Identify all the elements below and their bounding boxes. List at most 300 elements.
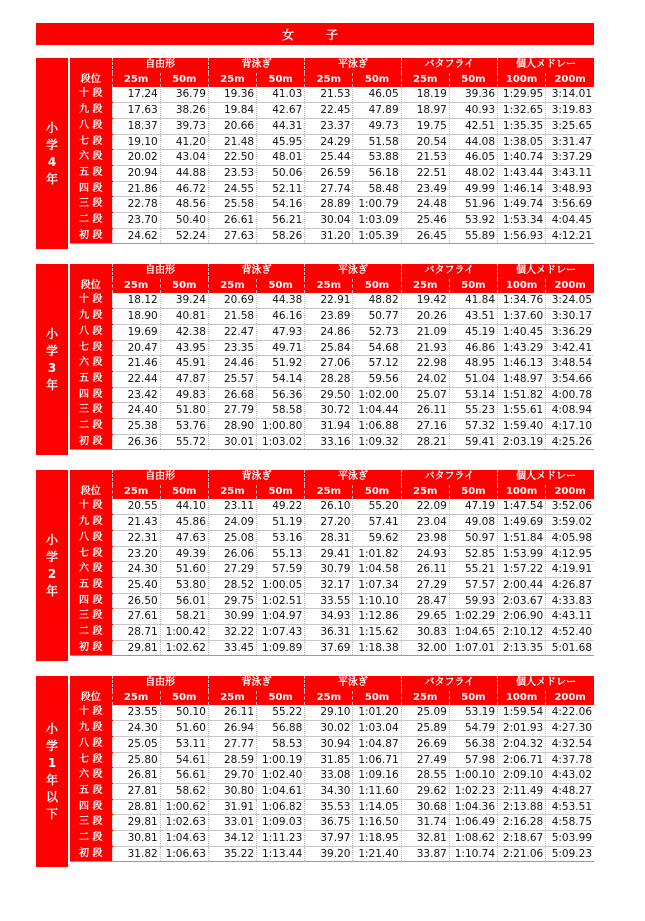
time-cell: 42.38	[160, 324, 208, 340]
time-cell: 20.66	[208, 118, 256, 134]
time-cell: 19.84	[208, 103, 256, 119]
stroke-header: 平泳ぎ	[305, 676, 401, 691]
time-cell: 54.68	[353, 340, 401, 356]
distance-header: 200m	[546, 691, 594, 706]
time-cell: 59.41	[449, 434, 497, 450]
header-blank	[70, 58, 112, 73]
time-cell: 20.54	[401, 134, 449, 150]
time-cell: 25.80	[112, 752, 160, 768]
rank-cell: 九 段	[70, 103, 112, 119]
stroke-header: 自由形	[112, 58, 208, 73]
time-cell: 28.59	[208, 752, 256, 768]
grade-label-char: 年	[45, 171, 58, 186]
time-cell: 21.46	[112, 356, 160, 372]
time-cell: 1:59.54	[498, 705, 546, 720]
table-row	[70, 371, 594, 387]
time-cell: 1:37.60	[498, 309, 546, 325]
time-cell: 3:25.65	[546, 118, 594, 134]
time-cell: 21.09	[401, 324, 449, 340]
stroke-header: 背泳ぎ	[208, 58, 304, 73]
time-cell: 2:13.35	[498, 640, 546, 656]
time-cell: 2:16.28	[498, 815, 546, 831]
time-cell: 28.28	[305, 371, 353, 387]
time-cell: 46.16	[257, 309, 305, 325]
time-cell: 1:40.74	[498, 150, 546, 166]
time-cell: 42.67	[257, 103, 305, 119]
table-row	[70, 309, 594, 325]
table-row	[70, 213, 594, 229]
time-cell: 59.56	[353, 371, 401, 387]
time-cell: 22.51	[401, 165, 449, 181]
time-cell: 1:38.05	[498, 134, 546, 150]
time-cell: 30.83	[401, 625, 449, 641]
time-cell: 56.88	[257, 721, 305, 737]
time-cell: 45.86	[160, 515, 208, 531]
stroke-header: 個人メドレー	[498, 676, 594, 691]
time-cell: 27.06	[305, 356, 353, 372]
time-cell: 40.93	[449, 103, 497, 119]
time-cell: 1:49.69	[498, 515, 546, 531]
time-cell: 24.55	[208, 181, 256, 197]
rank-cell: 七 段	[70, 546, 112, 562]
rank-cell: 七 段	[70, 340, 112, 356]
time-cell: 30.94	[305, 736, 353, 752]
stroke-header: 個人メドレー	[498, 264, 594, 279]
time-cell: 32.22	[208, 625, 256, 641]
time-cell: 56.36	[257, 387, 305, 403]
distance-header: 50m	[160, 279, 208, 294]
time-cell: 23.55	[112, 705, 160, 720]
distance-header: 50m	[449, 691, 497, 706]
time-cell: 29.10	[305, 705, 353, 720]
time-cell: 52.85	[449, 546, 497, 562]
time-cell: 26.61	[208, 213, 256, 229]
time-cell: 52.73	[353, 324, 401, 340]
time-cell: 44.38	[257, 293, 305, 308]
time-cell: 24.30	[112, 721, 160, 737]
distance-header: 25m	[305, 279, 353, 294]
time-cell: 1:49.74	[498, 197, 546, 213]
time-cell: 1:03.09	[353, 213, 401, 229]
rank-header: 段位	[70, 279, 112, 294]
grade-label-char: 学	[45, 738, 58, 753]
time-cell: 3:56.69	[546, 197, 594, 213]
time-cell: 53.88	[353, 150, 401, 166]
distance-header: 50m	[449, 485, 497, 500]
time-cell: 30.79	[305, 562, 353, 578]
time-cell: 26.50	[112, 593, 160, 609]
score-table	[70, 58, 594, 244]
time-cell: 27.77	[208, 736, 256, 752]
rank-cell: 六 段	[70, 356, 112, 372]
time-cell: 2:21.06	[498, 846, 546, 862]
table-row	[70, 356, 594, 372]
distance-header: 200m	[546, 279, 594, 294]
time-cell: 28.90	[208, 419, 256, 435]
time-cell: 26.11	[401, 562, 449, 578]
table-row	[70, 387, 594, 403]
time-cell: 53.14	[449, 387, 497, 403]
time-cell: 25.84	[305, 340, 353, 356]
time-cell: 23.89	[305, 309, 353, 325]
time-cell: 20.47	[112, 340, 160, 356]
table-row	[70, 577, 594, 593]
time-cell: 33.01	[208, 815, 256, 831]
time-cell: 1:09.89	[257, 640, 305, 656]
time-cell: 1:12.86	[353, 609, 401, 625]
time-cell: 43.95	[160, 340, 208, 356]
time-cell: 2:03.19	[498, 434, 546, 450]
time-cell: 22.78	[112, 197, 160, 213]
table-row	[70, 721, 594, 737]
rank-cell: 八 段	[70, 736, 112, 752]
table-row	[70, 799, 594, 815]
rank-cell: 五 段	[70, 577, 112, 593]
time-cell: 28.81	[112, 799, 160, 815]
rank-cell: 七 段	[70, 134, 112, 150]
table-row	[70, 705, 594, 720]
table-row	[70, 103, 594, 119]
time-cell: 1:05.39	[353, 228, 401, 244]
time-cell: 4:53.51	[546, 799, 594, 815]
time-cell: 2:01.93	[498, 721, 546, 737]
time-cell: 53.19	[449, 705, 497, 720]
grade-label-char: 年	[45, 772, 58, 787]
time-cell: 4:22.06	[546, 705, 594, 720]
time-cell: 27.79	[208, 403, 256, 419]
time-cell: 30.04	[305, 213, 353, 229]
time-cell: 4:37.78	[546, 752, 594, 768]
time-cell: 1:53.34	[498, 213, 546, 229]
rank-header: 段位	[70, 73, 112, 88]
time-cell: 2:09.10	[498, 768, 546, 784]
stroke-header: 平泳ぎ	[305, 264, 401, 279]
time-cell: 44.88	[160, 165, 208, 181]
time-cell: 4:00.78	[546, 387, 594, 403]
time-cell: 1:04.44	[353, 403, 401, 419]
time-cell: 47.93	[257, 324, 305, 340]
time-cell: 33.16	[305, 434, 353, 450]
rank-cell: 九 段	[70, 309, 112, 325]
time-cell: 1:48.97	[498, 371, 546, 387]
distance-header: 50m	[449, 279, 497, 294]
rank-cell: 五 段	[70, 371, 112, 387]
time-cell: 21.48	[208, 134, 256, 150]
time-cell: 28.52	[208, 577, 256, 593]
grade-label	[36, 676, 68, 867]
grade-label-char: 下	[45, 806, 58, 821]
score-table	[70, 676, 594, 862]
time-cell: 2:11.49	[498, 783, 546, 799]
time-cell: 4:58.75	[546, 815, 594, 831]
time-cell: 5:01.68	[546, 640, 594, 656]
grade-label-char: 3	[47, 360, 57, 375]
table-row	[70, 752, 594, 768]
time-cell: 4:25.26	[546, 434, 594, 450]
time-cell: 35.22	[208, 846, 256, 862]
distance-header: 50m	[257, 691, 305, 706]
distance-header: 25m	[208, 485, 256, 500]
header-blank	[70, 470, 112, 485]
time-cell: 55.72	[160, 434, 208, 450]
table-row	[70, 768, 594, 784]
time-cell: 1:18.38	[353, 640, 401, 656]
time-cell: 27.16	[401, 419, 449, 435]
time-cell: 30.02	[305, 721, 353, 737]
time-cell: 26.10	[305, 499, 353, 514]
time-cell: 4:33.83	[546, 593, 594, 609]
time-cell: 26.68	[208, 387, 256, 403]
time-cell: 1:02.00	[353, 387, 401, 403]
time-cell: 49.73	[353, 118, 401, 134]
rank-cell: 三 段	[70, 197, 112, 213]
time-cell: 21.86	[112, 181, 160, 197]
time-cell: 25.08	[208, 530, 256, 546]
time-cell: 4:12.21	[546, 228, 594, 244]
time-cell: 20.94	[112, 165, 160, 181]
time-cell: 27.29	[401, 577, 449, 593]
table-row	[70, 783, 594, 799]
time-cell: 27.29	[208, 562, 256, 578]
rank-cell: 十 段	[70, 499, 112, 514]
time-cell: 29.62	[401, 783, 449, 799]
time-cell: 18.37	[112, 118, 160, 134]
time-cell: 1:43.44	[498, 165, 546, 181]
stroke-header: 背泳ぎ	[208, 676, 304, 691]
distance-header: 100m	[498, 279, 546, 294]
time-cell: 4:43.11	[546, 609, 594, 625]
time-cell: 1:55.61	[498, 403, 546, 419]
distance-header: 100m	[498, 691, 546, 706]
time-cell: 27.61	[112, 609, 160, 625]
rank-cell: 九 段	[70, 515, 112, 531]
time-cell: 24.29	[305, 134, 353, 150]
table-row	[70, 546, 594, 562]
time-cell: 23.35	[208, 340, 256, 356]
time-cell: 21.43	[112, 515, 160, 531]
rank-cell: 十 段	[70, 87, 112, 102]
time-cell: 1:07.01	[449, 640, 497, 656]
time-cell: 4:52.40	[546, 625, 594, 641]
grade-label-char: 以	[45, 789, 58, 804]
time-cell: 1:15.62	[353, 625, 401, 641]
time-cell: 29.75	[208, 593, 256, 609]
time-cell: 1:00.80	[257, 419, 305, 435]
grade-label-char: 年	[45, 583, 58, 598]
time-cell: 25.57	[208, 371, 256, 387]
time-cell: 46.86	[449, 340, 497, 356]
distance-header: 25m	[305, 485, 353, 500]
stroke-header: 背泳ぎ	[208, 470, 304, 485]
grade-label-char: 4	[47, 154, 57, 169]
time-cell: 28.31	[305, 530, 353, 546]
grade-label-char: 学	[45, 137, 58, 152]
rank-cell: 二 段	[70, 213, 112, 229]
time-cell: 3:42.41	[546, 340, 594, 356]
page-title: 女 子	[36, 23, 594, 45]
table-row	[70, 640, 594, 656]
rank-cell: 十 段	[70, 705, 112, 720]
time-cell: 30.72	[305, 403, 353, 419]
rank-cell: 三 段	[70, 815, 112, 831]
time-cell: 36.31	[305, 625, 353, 641]
time-cell: 19.75	[401, 118, 449, 134]
time-cell: 55.89	[449, 228, 497, 244]
time-cell: 30.81	[112, 831, 160, 847]
distance-header: 25m	[401, 485, 449, 500]
time-cell: 22.47	[208, 324, 256, 340]
time-cell: 24.46	[208, 356, 256, 372]
rank-cell: 初 段	[70, 640, 112, 656]
distance-header: 50m	[353, 73, 401, 88]
time-cell: 4:05.98	[546, 530, 594, 546]
time-cell: 1:10.10	[353, 593, 401, 609]
time-cell: 57.32	[449, 419, 497, 435]
grade-label-char: 学	[45, 549, 58, 564]
header-blank	[70, 264, 112, 279]
time-cell: 20.26	[401, 309, 449, 325]
time-cell: 20.69	[208, 293, 256, 308]
time-cell: 1:04.87	[353, 736, 401, 752]
table-row	[70, 625, 594, 641]
time-cell: 41.20	[160, 134, 208, 150]
time-cell: 47.89	[353, 103, 401, 119]
time-cell: 1:00.05	[257, 577, 305, 593]
time-cell: 4:12.95	[546, 546, 594, 562]
time-cell: 22.45	[305, 103, 353, 119]
distance-header: 50m	[353, 691, 401, 706]
time-cell: 51.80	[160, 403, 208, 419]
distance-header: 100m	[498, 73, 546, 88]
time-cell: 1:06.82	[257, 799, 305, 815]
time-cell: 26.69	[401, 736, 449, 752]
time-cell: 24.86	[305, 324, 353, 340]
rank-cell: 三 段	[70, 609, 112, 625]
time-cell: 23.11	[208, 499, 256, 514]
time-cell: 55.21	[449, 562, 497, 578]
time-cell: 1:09.16	[353, 768, 401, 784]
time-cell: 1:10.74	[449, 846, 497, 862]
grade-label-char: 小	[45, 120, 58, 135]
distance-header: 25m	[305, 73, 353, 88]
time-cell: 1:46.14	[498, 181, 546, 197]
time-cell: 31.82	[112, 846, 160, 862]
time-cell: 52.11	[257, 181, 305, 197]
time-cell: 1:11.23	[257, 831, 305, 847]
stroke-header: 平泳ぎ	[305, 58, 401, 73]
time-cell: 34.93	[305, 609, 353, 625]
time-cell: 24.40	[112, 403, 160, 419]
time-cell: 23.42	[112, 387, 160, 403]
rank-cell: 五 段	[70, 165, 112, 181]
time-cell: 28.47	[401, 593, 449, 609]
distance-header: 50m	[353, 279, 401, 294]
time-cell: 24.02	[401, 371, 449, 387]
time-cell: 19.69	[112, 324, 160, 340]
time-cell: 53.92	[449, 213, 497, 229]
time-cell: 3:48.54	[546, 356, 594, 372]
table-row	[70, 197, 594, 213]
table-row	[70, 593, 594, 609]
time-cell: 1:07.43	[257, 625, 305, 641]
time-cell: 18.12	[112, 293, 160, 308]
time-cell: 1:08.62	[449, 831, 497, 847]
time-cell: 21.53	[305, 87, 353, 102]
time-cell: 3:19.83	[546, 103, 594, 119]
rank-cell: 初 段	[70, 434, 112, 450]
time-cell: 33.87	[401, 846, 449, 862]
stroke-header: バタフライ	[401, 58, 497, 73]
time-cell: 2:10.12	[498, 625, 546, 641]
rank-cell: 十 段	[70, 293, 112, 308]
table-row	[70, 831, 594, 847]
time-cell: 31.94	[305, 419, 353, 435]
time-cell: 21.53	[401, 150, 449, 166]
time-cell: 1:59.40	[498, 419, 546, 435]
stroke-header: 背泳ぎ	[208, 264, 304, 279]
time-cell: 1:04.97	[257, 609, 305, 625]
time-cell: 22.50	[208, 150, 256, 166]
table-row	[70, 846, 594, 862]
time-cell: 1:56.93	[498, 228, 546, 244]
time-cell: 1:00.42	[160, 625, 208, 641]
time-cell: 1:00.19	[257, 752, 305, 768]
stroke-header: 自由形	[112, 264, 208, 279]
time-cell: 53.16	[257, 530, 305, 546]
time-cell: 56.18	[353, 165, 401, 181]
time-cell: 57.98	[449, 752, 497, 768]
rank-cell: 初 段	[70, 228, 112, 244]
stroke-header: バタフライ	[401, 470, 497, 485]
distance-header: 50m	[160, 691, 208, 706]
time-cell: 51.58	[353, 134, 401, 150]
table-row	[70, 815, 594, 831]
time-cell: 1:40.45	[498, 324, 546, 340]
time-cell: 22.98	[401, 356, 449, 372]
time-cell: 18.90	[112, 309, 160, 325]
grade-block	[36, 470, 594, 661]
time-cell: 26.11	[401, 403, 449, 419]
time-cell: 59.93	[449, 593, 497, 609]
time-cell: 50.77	[353, 309, 401, 325]
time-cell: 29.70	[208, 768, 256, 784]
time-cell: 1:01.20	[353, 705, 401, 720]
grade-block	[36, 58, 594, 249]
time-cell: 33.45	[208, 640, 256, 656]
time-cell: 3:36.29	[546, 324, 594, 340]
rank-cell: 八 段	[70, 324, 112, 340]
time-cell: 5:09.23	[546, 846, 594, 862]
distance-header: 50m	[449, 73, 497, 88]
time-cell: 31.91	[208, 799, 256, 815]
time-cell: 1:07.34	[353, 577, 401, 593]
table-row	[70, 293, 594, 308]
table-row	[70, 419, 594, 435]
time-cell: 36.79	[160, 87, 208, 102]
time-cell: 56.61	[160, 768, 208, 784]
time-cell: 22.91	[305, 293, 353, 308]
time-cell: 57.41	[353, 515, 401, 531]
time-cell: 1:57.22	[498, 562, 546, 578]
table-row	[70, 150, 594, 166]
time-cell: 31.85	[305, 752, 353, 768]
time-cell: 45.19	[449, 324, 497, 340]
table-row	[70, 530, 594, 546]
distance-header: 200m	[546, 485, 594, 500]
distance-header: 25m	[401, 73, 449, 88]
rank-cell: 四 段	[70, 799, 112, 815]
time-cell: 55.13	[257, 546, 305, 562]
